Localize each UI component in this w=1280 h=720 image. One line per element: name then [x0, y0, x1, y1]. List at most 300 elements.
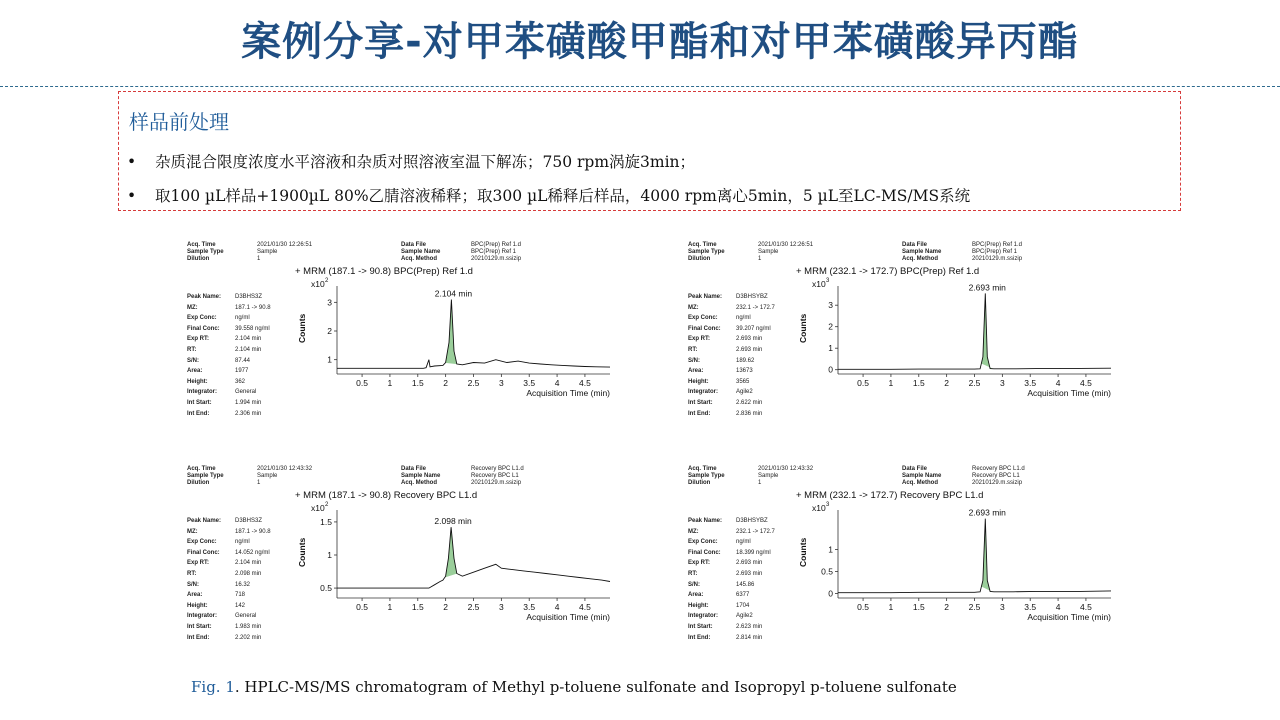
peak-info-value: 1.994 min: [235, 399, 262, 406]
chromatogram-trace: [337, 527, 610, 588]
peak-info-row: [688, 611, 775, 622]
x-tick-label: 3: [999, 378, 1005, 388]
meta-value: 2021/01/30 12:26:51: [758, 242, 814, 248]
peak-info-key: Peak Name:: [187, 294, 222, 300]
peak-info-key: Int End:: [187, 634, 210, 641]
peak-info-value: 2.693 min: [736, 336, 763, 343]
meta-value: 1: [758, 480, 762, 486]
peak-info-row: [688, 569, 775, 580]
peak-info-row: [688, 590, 775, 601]
meta-row: [902, 249, 1022, 256]
x-tick-label: 2.5: [467, 602, 480, 612]
meta-row: [401, 466, 524, 473]
peak-info-key: S/N:: [688, 357, 700, 364]
peak-area: [445, 299, 462, 364]
peak-info-row: [187, 590, 271, 601]
peak-info-key: Exp Conc:: [688, 539, 718, 546]
peak-info-row: [187, 622, 271, 633]
meta-key: Acq. Method: [902, 256, 938, 262]
peak-info-key: Exp Conc:: [187, 315, 217, 322]
peak-info: [187, 516, 271, 643]
meta-value: Sample: [257, 473, 278, 479]
peak-info-key: Int Start:: [187, 623, 212, 630]
peak-info-key: Int Start:: [688, 399, 713, 406]
meta-key: Sample Type: [688, 249, 725, 255]
peak-info-key: Int End:: [688, 634, 711, 641]
peak-info-key: S/N:: [688, 581, 700, 588]
y-exponent-label: 3: [826, 278, 830, 284]
peak-info-value: 1.983 min: [235, 623, 262, 630]
y-axis-label: Counts: [297, 313, 307, 343]
peak-info-value: 145.86: [736, 581, 755, 588]
slide-title: 案例分享-对甲苯磺酸甲酯和对甲苯磺酸异丙酯: [241, 19, 1079, 65]
x-tick-label: 4: [554, 378, 560, 388]
meta-value: 1: [257, 480, 261, 486]
meta-value: Sample: [257, 249, 278, 255]
bullet-text: 取100 µL样品+1900µL 80%乙腈溶液稀释；取300 µL稀释后样品，4000 rpm离心5min，5 µL至LC-MS/MS系统: [155, 187, 971, 205]
y-tick-label: 3: [828, 300, 833, 311]
peak-label: 2.693 min: [968, 507, 1006, 518]
meta-value: 2021/01/30 12:43:32: [257, 466, 313, 472]
y-tick-label: 1.5: [320, 516, 332, 527]
peak-info-key: Peak Name:: [688, 518, 723, 524]
peak-info-value: 189.62: [736, 357, 755, 364]
peak-info-row: [688, 548, 775, 559]
peak-info-value: 2.104 min: [235, 560, 262, 567]
peak-info-value: Agile2: [736, 389, 753, 396]
peak-info-value: 87.44: [235, 357, 251, 364]
meta-key: Dilution: [187, 256, 210, 262]
peak-info-row: [688, 356, 775, 367]
meta-row: [902, 473, 1025, 480]
y-tick-label: 0.5: [821, 566, 833, 577]
figure-caption: [191, 678, 957, 696]
peak-info-value: 39.207 ng/ml: [736, 325, 771, 332]
x-tick-label: 1: [888, 602, 894, 612]
peak-info-row: [187, 334, 271, 345]
bullet-item: [127, 150, 695, 172]
peak-info-value: General: [235, 389, 257, 396]
peak-info-row: [187, 601, 271, 612]
x-tick-label: 4.5: [579, 378, 591, 388]
peak-info-row: [187, 398, 271, 409]
peak-info-value: 39.558 ng/ml: [235, 325, 270, 332]
x-axis-label: Acquisition Time (min): [526, 612, 610, 622]
y-tick-label: 1: [327, 550, 332, 560]
peak-info-row: [187, 580, 271, 591]
x-tick-label: 3.5: [523, 378, 536, 388]
peak-info-value: 2.104 min: [235, 346, 262, 353]
peak-info-value: D3BHS3Z: [235, 294, 263, 300]
peak-info-row: [688, 516, 775, 527]
x-tick-label: 0.5: [356, 602, 368, 612]
peak-info-value: 232.1 -> 172.7: [736, 528, 775, 535]
peak-info-row: [688, 537, 775, 548]
peak-info-value: ng/ml: [235, 539, 250, 546]
peak-info-row: [187, 387, 271, 398]
meta-key: Acq. Time: [187, 466, 216, 472]
peak-info-key: Final Conc:: [187, 325, 220, 332]
chromatogram-chart: [287, 258, 617, 408]
meta-key: Sample Name: [902, 473, 942, 479]
peak-label: 2.693 min: [968, 282, 1006, 293]
bullet-symbol: •: [127, 187, 137, 205]
peak-info-value: 14.052 ng/ml: [235, 549, 270, 556]
meta-key: Data File: [902, 242, 928, 248]
peak-info-row: [688, 334, 775, 345]
meta-value: BPC(Prep) Ref 1: [471, 249, 517, 255]
meta-key: Data File: [902, 466, 928, 472]
peak-info-key: Area:: [688, 592, 704, 599]
meta-row: [187, 473, 312, 480]
peak-info-row: [187, 516, 271, 527]
peak-info-key: S/N:: [187, 581, 199, 588]
peak-info-row: [688, 303, 775, 314]
meta-key: Acq. Time: [187, 242, 216, 248]
peak-info-value: ng/ml: [235, 315, 250, 322]
peak-info-row: [688, 527, 775, 538]
meta-key: Data File: [401, 466, 427, 472]
x-tick-label: 1.5: [411, 602, 424, 612]
peak-info-value: 2.622 min: [736, 399, 763, 406]
y-tick-label: 0.5: [320, 583, 332, 594]
y-exponent-label: 3: [826, 502, 830, 508]
peak-info-row: [688, 324, 775, 335]
peak-info-key: Final Conc:: [688, 325, 721, 332]
x-tick-label: 3.5: [523, 602, 536, 612]
peak-info-row: [187, 366, 271, 377]
peak-info-value: 187.1 -> 90.8: [235, 304, 271, 311]
peak-info-key: RT:: [187, 570, 197, 577]
x-tick-label: 0.5: [857, 378, 869, 388]
peak-info-row: [187, 303, 271, 314]
peak-info-value: 13673: [736, 368, 753, 375]
peak-info-key: Area:: [187, 368, 203, 375]
peak-info-row: [187, 527, 271, 538]
peak-info-row: [688, 409, 775, 420]
meta-value: 2021/01/30 12:43:32: [758, 466, 814, 472]
chromatogram-trace: [838, 519, 1111, 593]
y-multiplier-label: x10: [311, 503, 325, 513]
meta-value: 20210129.m.ssizip: [471, 256, 522, 262]
x-tick-label: 0.5: [857, 602, 869, 612]
peak-info-value: D3BHSYBZ: [736, 518, 768, 524]
meta-value: Recovery BPC L1: [972, 473, 1020, 479]
x-tick-label: 3: [498, 602, 504, 612]
caption-text: . HPLC-MS/MS chromatogram of Methyl p-toluene sulfonate and Isopropyl p-toluene sulfonate: [234, 678, 957, 696]
meta-value: BPC(Prep) Ref 1: [972, 249, 1018, 255]
x-tick-label: 2.5: [467, 378, 480, 388]
y-exponent-label: 2: [325, 278, 329, 284]
x-tick-label: 2.5: [968, 378, 981, 388]
peak-info-row: [187, 292, 271, 303]
peak-info-value: 3565: [736, 378, 750, 385]
peak-info-value: Agile2: [736, 613, 753, 620]
chromatogram-chart: [287, 482, 617, 632]
peak-info-value: 6377: [736, 592, 750, 599]
y-tick-label: 0: [828, 364, 833, 375]
chart-title: + MRM (232.1 -> 172.7) BPC(Prep) Ref 1.d: [796, 266, 980, 277]
chart-title: + MRM (232.1 -> 172.7) Recovery BPC L1.d: [796, 490, 984, 501]
meta-row: [187, 466, 312, 473]
preparation-box: [118, 91, 1181, 211]
meta-value: BPC(Prep) Ref 1.d: [972, 242, 1023, 248]
meta-value: 20210129.m.ssizip: [471, 480, 522, 486]
meta-key: Sample Type: [187, 473, 224, 479]
meta-row: [688, 249, 813, 256]
peak-info-key: Int Start:: [187, 399, 212, 406]
peak-info-key: Integrator:: [688, 389, 718, 396]
meta-row: [187, 242, 312, 249]
meta-value: 20210129.m.ssizip: [972, 480, 1023, 486]
peak-info-key: Final Conc:: [688, 549, 721, 556]
y-axis-label: Counts: [798, 313, 808, 343]
meta-key: Sample Name: [401, 473, 441, 479]
chromatogram-chart: [788, 258, 1118, 408]
x-tick-label: 0.5: [356, 378, 368, 388]
peak-info-key: MZ:: [688, 528, 699, 535]
chart-title: + MRM (187.1 -> 90.8) Recovery BPC L1.d: [295, 490, 478, 501]
peak-info-value: 1704: [736, 602, 750, 609]
peak-info-key: Height:: [688, 378, 709, 385]
peak-info-value: 187.1 -> 90.8: [235, 528, 271, 535]
peak-info-row: [688, 633, 775, 644]
meta-value: 1: [758, 256, 762, 262]
chromatogram-chart: [788, 482, 1118, 632]
title-bar: [0, 0, 1280, 87]
peak-info-key: Height:: [187, 602, 208, 609]
meta-row: [401, 242, 521, 249]
peak-info-key: MZ:: [187, 304, 198, 311]
peak-info-key: Exp RT:: [688, 560, 711, 567]
peak-info-key: Exp Conc:: [187, 539, 217, 546]
peak-info-key: RT:: [688, 346, 698, 353]
bullet-text: 杂质混合限度浓度水平溶液和杂质对照溶液室温下解冻；750 rpm涡旋3min；: [155, 153, 696, 171]
peak-info-row: [187, 548, 271, 559]
y-tick-label: 3: [327, 297, 332, 308]
meta-row: [902, 466, 1025, 473]
bullet-item: [127, 184, 970, 206]
peak-info-key: Peak Name:: [688, 294, 723, 300]
peak-info-key: Height:: [688, 602, 709, 609]
peak-info-row: [688, 580, 775, 591]
meta-value: Sample: [758, 249, 779, 255]
meta-key: Sample Type: [688, 473, 725, 479]
x-tick-label: 3: [498, 378, 504, 388]
x-tick-label: 4.5: [579, 602, 591, 612]
x-tick-label: 1.5: [912, 602, 925, 612]
x-tick-label: 4.5: [1080, 602, 1092, 612]
peak-info-key: Exp Conc:: [688, 315, 718, 322]
peak-info-row: [688, 292, 775, 303]
meta-key: Sample Name: [401, 249, 441, 255]
peak-info-value: D3BHS3Z: [235, 518, 263, 524]
meta-row: [401, 249, 521, 256]
peak-info-row: [187, 611, 271, 622]
peak-info-row: [688, 601, 775, 612]
x-tick-label: 1: [387, 602, 393, 612]
chromatogram-panel: [187, 240, 627, 440]
peak-info-value: D3BHSYBZ: [736, 294, 768, 300]
peak-info-key: Integrator:: [688, 613, 718, 620]
y-axis-label: Counts: [297, 537, 307, 567]
peak-info-value: ng/ml: [736, 539, 751, 546]
x-tick-label: 4.5: [1080, 378, 1092, 388]
x-tick-label: 3.5: [1024, 602, 1037, 612]
x-tick-label: 3: [999, 602, 1005, 612]
peak-info-key: Peak Name:: [187, 518, 222, 524]
peak-info-value: General: [235, 613, 257, 620]
x-tick-label: 4: [554, 602, 560, 612]
x-axis-label: Acquisition Time (min): [1027, 612, 1111, 622]
y-tick-label: 1: [828, 343, 833, 354]
meta-value: Sample: [758, 473, 779, 479]
peak-info-row: [688, 558, 775, 569]
peak-info-row: [187, 558, 271, 569]
peak-info-key: Height:: [187, 378, 208, 385]
peak-info-value: 18.399 ng/ml: [736, 549, 771, 556]
chromatogram-panel: [187, 464, 627, 664]
y-tick-label: 2: [828, 321, 833, 332]
meta-key: Dilution: [688, 256, 711, 262]
y-multiplier-label: x10: [311, 279, 325, 289]
peak-info-key: MZ:: [187, 528, 198, 535]
meta-row: [187, 249, 312, 256]
meta-value: Recovery BPC L1.d: [972, 466, 1025, 472]
meta-value: 2021/01/30 12:26:51: [257, 242, 313, 248]
meta-value: BPC(Prep) Ref 1.d: [471, 242, 522, 248]
peak-info-key: RT:: [688, 570, 698, 577]
peak-info-key: Area:: [688, 368, 704, 375]
peak-info-key: Int End:: [187, 410, 210, 417]
chromatogram-panel: [688, 240, 1128, 440]
peak-info-row: [187, 324, 271, 335]
peak-info-row: [187, 313, 271, 324]
meta-key: Acq. Time: [688, 242, 717, 248]
peak-info: [688, 292, 775, 419]
peak-info-value: 2.098 min: [235, 570, 262, 577]
peak-info-row: [688, 345, 775, 356]
x-tick-label: 4: [1055, 602, 1061, 612]
peak-info-row: [187, 409, 271, 420]
chart-title: + MRM (187.1 -> 90.8) BPC(Prep) Ref 1.d: [295, 266, 473, 277]
y-multiplier-label: x10: [812, 503, 826, 513]
peak-info: [688, 516, 775, 643]
peak-info-value: 2.814 min: [736, 634, 763, 641]
peak-info-value: 2.623 min: [736, 623, 763, 630]
peak-info-row: [187, 345, 271, 356]
meta-value: Recovery BPC L1.d: [471, 466, 524, 472]
x-axis-label: Acquisition Time (min): [526, 388, 610, 398]
peak-info-value: 16.32: [235, 581, 251, 588]
chromatogram-panel: [688, 464, 1128, 664]
y-tick-label: 1: [327, 354, 332, 365]
meta-key: Dilution: [688, 480, 711, 486]
meta-row: [902, 242, 1022, 249]
peak-info-value: ng/ml: [736, 315, 751, 322]
x-tick-label: 4: [1055, 378, 1061, 388]
x-tick-label: 1.5: [912, 378, 925, 388]
peak-label: 2.098 min: [434, 516, 472, 527]
peak-info-row: [187, 356, 271, 367]
peak-info-row: [187, 569, 271, 580]
x-tick-label: 1: [387, 378, 393, 388]
peak-info-value: 2.693 min: [736, 346, 763, 353]
peak-info-key: Final Conc:: [187, 549, 220, 556]
chromatogram-trace: [337, 300, 610, 369]
peak-info-value: 2.693 min: [736, 570, 763, 577]
meta-key: Dilution: [187, 480, 210, 486]
x-tick-label: 3.5: [1024, 378, 1037, 388]
peak-info-row: [688, 313, 775, 324]
peak-info-row: [688, 622, 775, 633]
peak-info-value: 2.202 min: [235, 634, 262, 641]
peak-info-key: S/N:: [187, 357, 199, 364]
peak-info-key: Exp RT:: [187, 336, 210, 343]
peak-info-value: 2.306 min: [235, 410, 262, 417]
peak-info-key: Area:: [187, 592, 203, 599]
x-tick-label: 2.5: [968, 602, 981, 612]
meta-row: [688, 242, 813, 249]
peak-info-key: Int Start:: [688, 623, 713, 630]
peak-info-key: Exp RT:: [688, 336, 711, 343]
meta-value: Recovery BPC L1: [471, 473, 519, 479]
peak-info-key: Int End:: [688, 410, 711, 417]
box-heading: 样品前处理: [129, 110, 229, 134]
chromatogram-trace: [838, 293, 1111, 369]
peak-info-key: Integrator:: [187, 613, 217, 620]
peak-info-value: 362: [235, 378, 246, 385]
peak-info-row: [688, 377, 775, 388]
y-tick-label: 0: [828, 588, 833, 599]
peak-info-row: [187, 377, 271, 388]
meta-value: 1: [257, 256, 261, 262]
meta-key: Acq. Time: [688, 466, 717, 472]
x-tick-label: 1.5: [411, 378, 424, 388]
x-tick-label: 2: [944, 378, 950, 388]
y-multiplier-label: x10: [812, 279, 826, 289]
peak-info-key: Integrator:: [187, 389, 217, 396]
x-tick-label: 2: [944, 602, 950, 612]
figure-label: Fig. 1: [191, 678, 235, 696]
peak-info-value: 232.1 -> 172.7: [736, 304, 775, 311]
y-axis-label: Counts: [798, 537, 808, 567]
meta-row: [688, 466, 813, 473]
bullet-symbol: •: [127, 153, 137, 171]
peak-info-value: 2.693 min: [736, 560, 763, 567]
peak-info-value: 142: [235, 602, 246, 609]
peak-label: 2.104 min: [434, 288, 473, 299]
meta-key: Data File: [401, 242, 427, 248]
peak-info-key: MZ:: [688, 304, 699, 311]
peak-info-row: [688, 366, 775, 377]
peak-info-key: RT:: [187, 346, 197, 353]
peak-info-row: [688, 398, 775, 409]
meta-row: [688, 473, 813, 480]
meta-key: Acq. Method: [401, 256, 437, 262]
meta-key: Sample Name: [902, 249, 942, 255]
peak-info-row: [688, 387, 775, 398]
peak-info-value: 2.104 min: [235, 336, 262, 343]
meta-key: Acq. Method: [902, 480, 938, 486]
y-tick-label: 1: [828, 544, 833, 555]
meta-row: [401, 473, 524, 480]
peak-info: [187, 292, 271, 419]
y-tick-label: 2: [327, 326, 332, 336]
peak-info-value: 718: [235, 592, 246, 599]
meta-value: 20210129.m.ssizip: [972, 256, 1023, 262]
x-axis-label: Acquisition Time (min): [1027, 388, 1111, 398]
